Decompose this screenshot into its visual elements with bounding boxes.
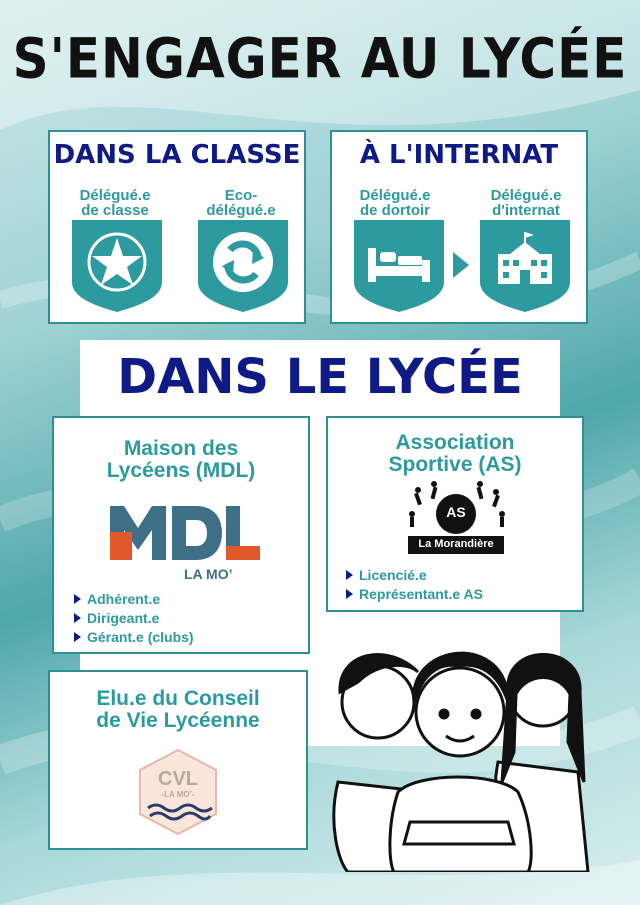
mdl-logo-sub: LA MO’ — [184, 566, 233, 582]
cvl-title: Elu.e du Conseil de Vie Lycéenne — [96, 687, 260, 732]
recycle-icon — [198, 220, 288, 312]
bed-icon — [354, 220, 444, 312]
page-title: S'ENGAGER AU LYCÉE — [12, 27, 628, 91]
star-icon — [72, 220, 162, 312]
as-title: Association Sportive (AS) — [388, 431, 522, 476]
classe-card — [48, 130, 306, 324]
mdl-bullets — [74, 590, 194, 647]
list-item: Licencié.e — [346, 566, 483, 585]
mdl-title: Maison des Lycéens (MDL) — [106, 437, 256, 482]
classe-heading: DANS LA CLASSE — [53, 140, 301, 170]
students-illustration — [318, 622, 602, 872]
eco-delegue-label: Eco- délégué.e — [206, 187, 276, 219]
mdl-card — [52, 416, 310, 654]
as-logo-banner-text: La Morandière — [418, 538, 494, 550]
as-card — [326, 416, 584, 612]
internat-card — [330, 130, 588, 324]
school-building-icon — [480, 220, 570, 312]
as-bullets — [346, 566, 483, 604]
delegue-dortoir-label: Délégué.e de dortoir — [359, 187, 431, 219]
list-item: Adhérent.e — [74, 590, 194, 609]
as-logo-circle-text: AS — [446, 504, 466, 520]
cvl-logo-main: CVL — [158, 768, 198, 790]
cvl-logo-sub: -LA MO’- — [161, 790, 195, 799]
lycee-banner — [80, 340, 560, 416]
arrow-right-icon — [453, 252, 469, 278]
mdl-logo — [110, 506, 260, 560]
list-item: Représentant.e AS — [346, 585, 483, 604]
delegue-classe-label: Délégué.e de classe — [79, 187, 151, 219]
list-item: Gérant.e (clubs) — [74, 628, 194, 647]
list-item: Dirigeant.e — [74, 609, 194, 628]
lycee-heading: DANS LE LYCÉE — [117, 349, 523, 405]
delegue-internat-label: Délégué.e d'internat — [490, 187, 562, 219]
cvl-card — [48, 670, 308, 850]
internat-heading: À L'INTERNAT — [359, 140, 559, 170]
